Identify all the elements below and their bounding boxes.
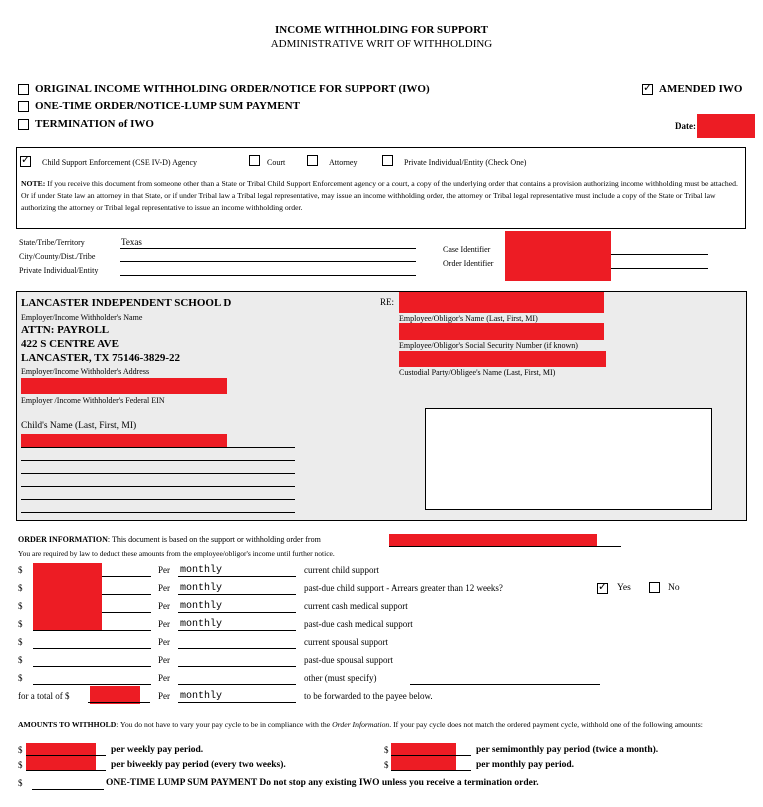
child-line-6 [21, 512, 295, 513]
row-amount-line [33, 684, 151, 685]
employer-address-label: Employer/Income Withholder's Address [21, 367, 150, 376]
total-line [88, 702, 150, 703]
withhold-text2: . If your pay cycle does not match the ordered payment cycle, withhold one of the following amounts: [389, 720, 703, 729]
withhold-text: : You do not have to vary your pay cycle to be in compliance with the [116, 720, 333, 729]
ein-redaction [21, 378, 227, 394]
arrears-no-checkbox[interactable] [649, 582, 660, 593]
child-name-redaction [21, 434, 227, 448]
weekly-currency: $ [18, 745, 23, 755]
termination-label: TERMINATION of IWO [35, 118, 154, 130]
row-currency: $ [18, 619, 23, 629]
child-line-3 [21, 473, 295, 474]
row-desc: past-due cash medical support [304, 619, 413, 629]
employer-attn: ATTN: PAYROLL [21, 324, 110, 336]
withhold-label: AMOUNTS TO WITHHOLD [18, 720, 117, 729]
row-per: Per [158, 655, 170, 665]
withhold-paragraph [18, 719, 748, 730]
original-iwo-checkbox[interactable] [18, 84, 29, 95]
required-text: You are required by law to deduct these amounts from the employee/obligor's income until further notice. [18, 549, 335, 558]
row-desc: past-due spousal support [304, 655, 393, 665]
order-id-label: Order Identifier [443, 259, 494, 268]
order-id-redaction [505, 257, 611, 281]
ssn-label: Employee/Obligor's Social Security Number (if known) [399, 341, 578, 350]
payee-box [425, 408, 712, 510]
biweekly-line [26, 770, 106, 771]
child-line-5 [21, 499, 295, 500]
order-source-line [389, 546, 621, 547]
weekly-redaction [26, 743, 96, 771]
total-per: Per [158, 691, 170, 701]
city-line [120, 261, 416, 262]
semimonthly-line [391, 755, 471, 756]
total-prefix: for a total of $ [18, 691, 70, 701]
row-desc: current cash medical support [304, 601, 408, 611]
private-entity-line [120, 275, 416, 276]
total-freq: monthly [180, 691, 223, 702]
form-title: INCOME WITHHOLDING FOR SUPPORT [274, 24, 488, 36]
attorney-checkbox[interactable] [307, 155, 318, 166]
lump-label: ONE-TIME LUMP SUM PAYMENT Do not stop any existing IWO unless you receive a termination order. [106, 778, 539, 788]
employee-name-redaction [399, 292, 604, 313]
custodial-label: Custodial Party/Obligee's Name (Last, First, MI) [399, 368, 556, 377]
row-per: Per [158, 673, 170, 683]
row-per: Per [158, 565, 170, 575]
note-text: If you receive this document from someone other than a State or Tribal Child Support Enforcement agency or a court, a copy of the underlying order that contains a provision authorizing income withholding must be attached. Or if under State law an attorney in that State, or if under Tribal law a Tribal legal representative, may issue an income withholding order, the attorney or Tribal legal representative must include a copy of the State or Tribal law authorizing the attorney or Tribal legal representative to issue an income withholding order. [21, 179, 738, 212]
row-per: Per [158, 619, 170, 629]
order-info-label: ORDER INFORMATION [18, 535, 108, 544]
monthly-currency: $ [384, 760, 389, 770]
semimonthly-currency: $ [384, 745, 389, 755]
row-amount-line [33, 630, 151, 631]
state-line [120, 248, 416, 249]
withhold-italic: Order Information [332, 720, 390, 729]
row-currency: $ [18, 583, 23, 593]
date-redaction [697, 114, 755, 138]
employee-name-label: Employee/Obligor's Name (Last, First, MI) [399, 314, 538, 323]
form-subtitle: ADMINISTRATIVE WRIT OF WITHHOLDING [270, 38, 493, 50]
lump-line [32, 789, 104, 790]
case-id-redaction [505, 231, 611, 257]
total-desc: to be forwarded to the payee below. [304, 691, 433, 701]
total-freq-line [178, 702, 296, 703]
other-specify-line [410, 684, 600, 685]
row-freq-line [178, 630, 296, 631]
row-currency: $ [18, 565, 23, 575]
biweekly-label: per biweekly pay period (every two weeks). [111, 760, 286, 770]
row-currency: $ [18, 637, 23, 647]
arrears-no-label: No [668, 583, 680, 593]
state-label: State/Tribe/Territory [19, 238, 85, 247]
city-label: City/County/Dist./Tribe [19, 252, 96, 261]
order-info-line [18, 535, 321, 544]
private-label: Private Individual/Entity (Check One) [404, 158, 527, 167]
monthly-line [391, 770, 471, 771]
order-info-text: : This document is based on the support or withholding order from [107, 535, 321, 544]
original-iwo-label: ORIGINAL INCOME WITHHOLDING ORDER/NOTICE FOR SUPPORT (IWO) [35, 83, 430, 95]
row-freq-line [178, 612, 296, 613]
child-name-label: Child's Name (Last, First, MI) [21, 421, 137, 431]
row-freq-line [178, 684, 296, 685]
row-freq: monthly [180, 619, 223, 630]
employer-address2: LANCASTER, TX 75146-3829-22 [21, 352, 181, 364]
biweekly-currency: $ [18, 760, 23, 770]
attorney-label: Attorney [329, 158, 358, 167]
row-desc: current child support [304, 565, 379, 575]
row-freq: monthly [180, 583, 223, 594]
cse-label: Child Support Enforcement (CSE IV-D) Agency [42, 158, 198, 167]
weekly-label: per weekly pay period. [111, 745, 204, 755]
row-freq: monthly [180, 565, 223, 576]
semimonthly-redaction [391, 743, 456, 771]
row-per: Per [158, 583, 170, 593]
row-amount-line [33, 648, 151, 649]
monthly-label: per monthly pay period. [476, 760, 575, 770]
weekly-line [26, 755, 106, 756]
row-freq-line [178, 666, 296, 667]
row-freq-line [178, 576, 296, 577]
arrears-yes-checkbox[interactable] [597, 583, 608, 594]
court-checkbox[interactable] [249, 155, 260, 166]
employer-name: LANCASTER INDEPENDENT SCHOOL D [21, 297, 232, 309]
row-desc: past-due child support - Arrears greater than 12 weeks? [304, 583, 503, 593]
lump-currency: $ [18, 778, 23, 788]
row-desc: current spousal support [304, 637, 388, 647]
row-desc: other (must specify) [304, 673, 377, 683]
row-freq-line [178, 648, 296, 649]
court-label: Court [267, 158, 286, 167]
cse-checkbox[interactable] [20, 156, 31, 167]
case-id-label: Case Identifier [443, 245, 491, 254]
child-line-2 [21, 460, 295, 461]
amended-iwo-checkbox[interactable] [642, 84, 653, 95]
date-label: Date: [675, 121, 696, 131]
child-line-1 [21, 447, 295, 448]
private-checkbox[interactable] [382, 155, 393, 166]
amended-iwo-label: AMENDED IWO [659, 83, 743, 95]
employer-address1: 422 S CENTRE AVE [21, 338, 119, 350]
amounts-redaction [33, 563, 102, 630]
termination-checkbox[interactable] [18, 119, 29, 130]
row-freq: monthly [180, 601, 223, 612]
row-currency: $ [18, 673, 23, 683]
one-time-checkbox[interactable] [18, 101, 29, 112]
row-currency: $ [18, 601, 23, 611]
row-amount-line [33, 666, 151, 667]
employer-name-label: Employer/Income Withholder's Name [21, 313, 143, 322]
row-per: Per [158, 601, 170, 611]
row-freq-line [178, 594, 296, 595]
private-entity-label: Private Individual/Entity [19, 266, 99, 275]
ssn-redaction [399, 323, 604, 340]
one-time-label: ONE-TIME ORDER/NOTICE-LUMP SUM PAYMENT [35, 100, 300, 112]
ein-label: Employer /Income Withholder's Federal EIN [21, 396, 165, 405]
custodial-redaction [399, 351, 606, 367]
arrears-yes-label: Yes [617, 583, 631, 593]
row-currency: $ [18, 655, 23, 665]
semimonthly-label: per semimonthly pay period (twice a month). [476, 745, 659, 755]
state-value: Texas [121, 237, 142, 247]
re-label: RE: [380, 297, 395, 307]
note-label: NOTE: [21, 179, 46, 188]
child-line-4 [21, 486, 295, 487]
note-paragraph [21, 178, 743, 214]
row-per: Per [158, 637, 170, 647]
